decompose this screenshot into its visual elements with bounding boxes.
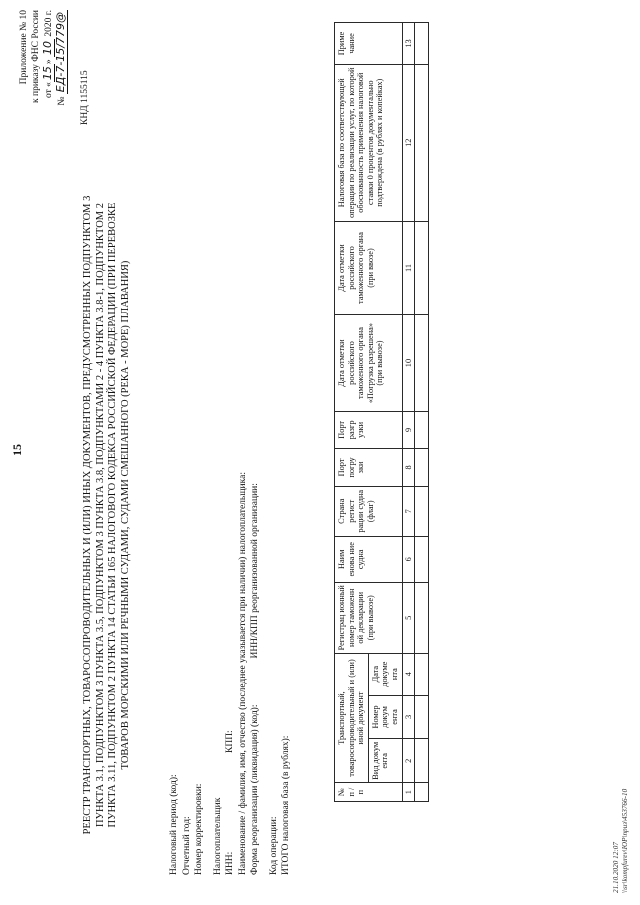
tax-period-label: Налоговый период (код): [169,774,179,875]
print-stamp [612,789,629,893]
appendix-date-month: 10 [41,40,54,55]
table-cell [415,582,429,653]
operation-code-label: Код операции: [268,816,279,875]
appendix-date: от «15» 10 2020 г. [41,10,54,98]
appendix-order: к приказу ФНС России [31,10,41,103]
table-cell [415,783,429,802]
table-cell [415,653,429,695]
table-cell [415,64,429,221]
column-number: 3 [402,695,415,739]
column-number: 2 [402,739,415,783]
column-number: 12 [402,64,415,221]
register-table [334,22,429,802]
table-cell [415,695,429,739]
header-tax-base: Налоговая база по соответствующей операции по реализации услуг, по которой обоснованность применения налоговой ставки 0 процентов документально подтверждена (в рублях и копейках) [335,64,403,221]
column-number: 4 [402,653,415,695]
table-cell [415,449,429,487]
header-note: Приме чание [335,23,403,65]
table-cell [415,411,429,449]
header-document-group: Транспортный, товаросопроводительный и (или) иной документ [335,653,369,782]
column-number: 9 [402,411,415,449]
header-date-export: Дата отметки российского таможенного органа «Погрузка разрешена» (при вывозе) [335,315,403,411]
print-path: \\sr\kompfurev\ЮР\приз\453766-10 [620,788,629,893]
appendix-title: Приложение № 10 [19,10,29,85]
table-cell [415,23,429,65]
page-number: 15 [10,444,24,456]
taxpayer-label: Налогоплательщик [212,797,223,875]
header-doc-date: Дата докуме нта [368,653,402,695]
column-number-row [402,23,415,802]
appendix-block [18,10,68,150]
header-port-load: Порт погру зки [335,449,403,487]
header-doc-number: Номер докум ента [368,695,402,739]
column-number: 8 [402,449,415,487]
header-doc-type: Вид докум ента [368,739,402,783]
header-port-unload: Порт разгр узки [335,411,403,449]
knd-code: КНД 1155115 [80,70,90,125]
inn-kpp-row [224,175,237,875]
header-vessel: Наим енова ние судна [335,536,403,582]
column-number: 6 [402,536,415,582]
reorg-form-label: Форма реорганизации (ликвидация) (код): [250,704,260,875]
report-year-label: Отчетный год: [181,816,192,875]
column-number: 10 [402,315,415,411]
column-number: 7 [402,486,415,536]
correction-number-label: Номер корректировки: [194,783,204,875]
header-declaration: Регистрац ионный номер таможенн ой декларации (при вывозе) [335,582,403,653]
reorg-row [249,175,262,875]
header-number: № п / п [335,783,403,802]
table-cell [415,739,429,783]
total-tax-base-label: ИТОГО налоговая база (в рублях): [281,735,291,875]
kpp-label: КПП: [225,730,235,753]
appendix-number-value: ЕД-7-15/779@ [54,12,67,93]
appendix-number: № ЕД-7-15/779@ [54,12,67,106]
table-header-row [335,23,369,802]
taxpayer-name-label: Наименование / фамилия, имя, отчество (последнее указывается при наличии) налогоплательщика: [237,472,248,875]
table-cell [415,536,429,582]
column-number: 5 [402,582,415,653]
column-number: 1 [402,783,415,802]
appendix-date-day: 15 [41,66,54,81]
table-row [415,23,429,802]
header-date-import: Дата отметки российского таможенного органа (при ввозе) [335,221,403,315]
inn-label: ИНН: [225,851,235,875]
header-flag: Страна регист рации судна (флаг) [335,486,403,536]
print-timestamp: 21.10.2020 12:07 [612,842,620,893]
column-number: 13 [402,23,415,65]
document-title: РЕЕСТР ТРАНСПОРТНЫХ, ТОВАРОСОПРОВОДИТЕЛЬНЫХ И (ИЛИ) ИНЫХ ДОКУМЕНТОВ, ПРЕДУСМОТРЕННЫХ ПОДПУНКТОМ 3 ПУНКТА 3.1, ПОДПУНКТОМ 3 ПУНКТА 3.5, ПОДПУНКТОМ 3 ПУНКТА 3.8, ПОДПУНКТАМИ 2 - 4 ПУНКТА 3.8-1, ПОДПУНКТОМ 2 ПУНКТА 3.11, ПОДПУНКТОМ 2 ПУНКТА 14 СТАТЬИ 165 НАЛОГОВОГО КОДЕКСА РОССИЙСКОЙ ФЕДЕРАЦИИ (ПРИ ПЕРЕВОЗКЕ ТОВАРОВ МОРСКИМИ ИЛИ РЕЧНЫМИ СУДАМИ, СУДАМИ СМЕШАННОГО (РЕКА - МОРЕ) ПЛАВАНИЯ) [82,195,131,835]
taxpayer-info [168,175,293,875]
table-cell [415,221,429,315]
reorg-inn-label: ИНН/КПП реорганизованной организации: [250,483,260,659]
table-cell [415,486,429,536]
column-number: 11 [402,221,415,315]
table-cell [415,315,429,411]
